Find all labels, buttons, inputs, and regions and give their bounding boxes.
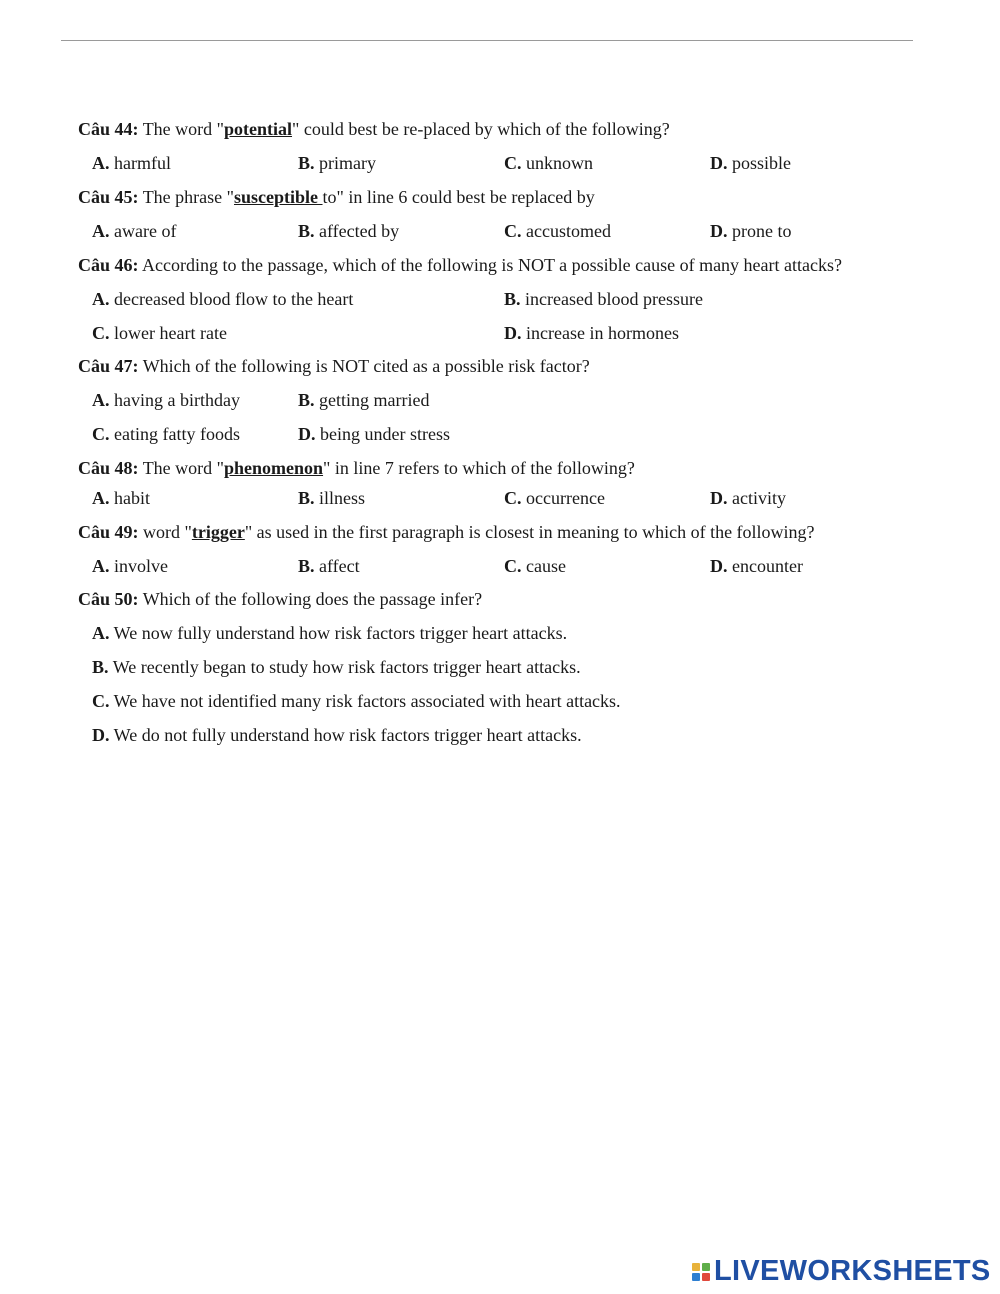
option-a[interactable]: A. aware of	[92, 221, 177, 241]
option-c[interactable]: C. accustomed	[504, 221, 611, 241]
option-d[interactable]: D. We do not fully understand how risk factors trigger heart attacks.	[92, 725, 582, 745]
liveworksheets-logo	[692, 1255, 991, 1288]
option-a[interactable]: A. involve	[92, 556, 168, 576]
option-a[interactable]: A. harmful	[92, 153, 171, 173]
option-c[interactable]: C. occurrence	[504, 488, 605, 508]
option-b[interactable]: B. We recently began to study how risk factors trigger heart attacks.	[92, 657, 581, 677]
question-44: Câu 44: The word "potential" could best be re-placed by which of the following?	[78, 119, 670, 139]
option-d[interactable]: D. encounter	[710, 556, 803, 576]
option-d[interactable]: D. increase in hormones	[504, 323, 679, 343]
logo-tiles-icon	[692, 1263, 710, 1281]
question-45: Câu 45: The phrase "susceptible to" in line 6 could best be replaced by	[78, 187, 595, 207]
option-a[interactable]: A. We now fully understand how risk factors trigger heart attacks.	[92, 623, 568, 643]
header-divider	[61, 40, 913, 41]
option-d[interactable]: D. activity	[710, 488, 786, 508]
question-number: Câu 48:	[78, 458, 139, 478]
logo-tile	[692, 1273, 700, 1281]
question-number: Câu 50:	[78, 589, 139, 609]
option-d[interactable]: D. being under stress	[298, 424, 450, 444]
option-c[interactable]: C. lower heart rate	[92, 323, 227, 343]
option-a[interactable]: A. having a birthday	[92, 390, 240, 410]
option-d[interactable]: D. prone to	[710, 221, 792, 241]
option-b[interactable]: B. affect	[298, 556, 360, 576]
question-48: Câu 48: The word "phenomenon" in line 7 refers to which of the following?	[78, 458, 635, 478]
option-b[interactable]: B. increased blood pressure	[504, 289, 703, 309]
question-49: Câu 49: word "trigger" as used in the first paragraph is closest in meaning to which of the following?	[78, 522, 815, 542]
option-b[interactable]: B. illness	[298, 488, 366, 508]
option-d[interactable]: D. possible	[710, 153, 792, 173]
keyword: trigger	[191, 522, 245, 542]
logo-tile	[692, 1263, 700, 1271]
option-b[interactable]: B. primary	[298, 153, 376, 173]
question-50: Câu 50: Which of the following does the passage infer?	[78, 589, 483, 609]
option-c[interactable]: C. cause	[504, 556, 566, 576]
option-a[interactable]: A. habit	[92, 488, 150, 508]
option-c[interactable]: C. We have not identified many risk factors associated with heart attacks.	[92, 691, 621, 711]
option-c[interactable]: C. unknown	[504, 153, 593, 173]
keyword: phenomenon	[224, 458, 324, 478]
option-c[interactable]: C. eating fatty foods	[92, 424, 240, 444]
question-number: Câu 47:	[78, 356, 139, 376]
option-a[interactable]: A. decreased blood flow to the heart	[92, 289, 354, 309]
question-number: Câu 44:	[78, 119, 139, 139]
brand-name: LIVEWORKSHEETS	[714, 1255, 991, 1287]
question-47: Câu 47: Which of the following is NOT cited as a possible risk factor?	[78, 356, 590, 376]
keyword: potential	[224, 119, 293, 139]
logo-tile	[702, 1263, 710, 1271]
keyword: susceptible	[234, 187, 323, 207]
question-46: Câu 46: According to the passage, which of the following is NOT a possible cause of many heart attacks?	[78, 255, 842, 275]
question-number: Câu 46:	[78, 255, 139, 275]
option-b[interactable]: B. getting married	[298, 390, 430, 410]
option-b[interactable]: B. affected by	[298, 221, 400, 241]
logo-tile	[702, 1273, 710, 1281]
question-number: Câu 45:	[78, 187, 139, 207]
question-number: Câu 49:	[78, 522, 139, 542]
